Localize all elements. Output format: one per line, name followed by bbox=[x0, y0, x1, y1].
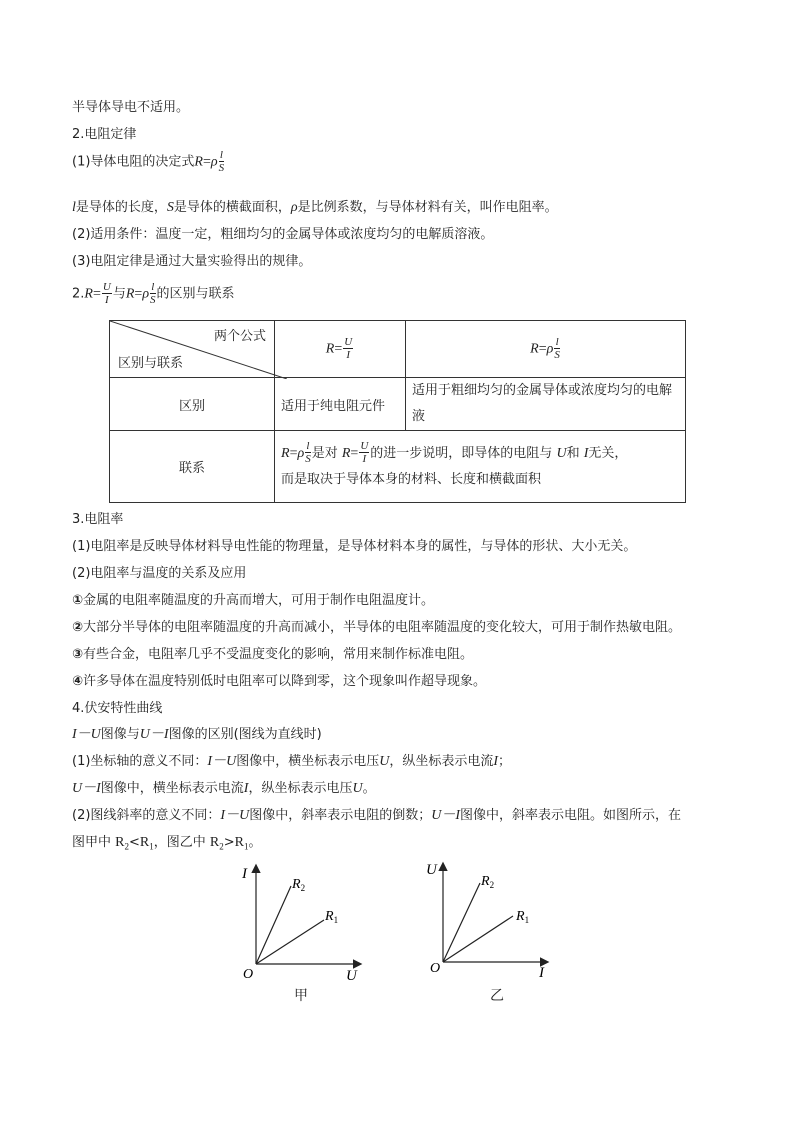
r2-num-u: U bbox=[360, 440, 369, 452]
p2b-j: > bbox=[223, 835, 235, 850]
table-row bbox=[110, 431, 686, 503]
sub-text-2: 图像的区别(图线为直线时) bbox=[168, 727, 322, 742]
h2-den: S bbox=[554, 349, 560, 361]
cmp-and: 与 bbox=[112, 286, 126, 302]
p1b-b: 图像中，横坐标表示电流 bbox=[100, 781, 244, 796]
graph-yi bbox=[420, 856, 560, 985]
p2b-a: 图甲中 bbox=[72, 835, 116, 850]
iu-ui-subheading bbox=[72, 723, 322, 743]
r2-u: U bbox=[556, 445, 567, 461]
row1-cell-1: 适用于纯电阻元件 bbox=[275, 378, 406, 431]
r2-r: R bbox=[281, 445, 290, 461]
r2-den-i: I bbox=[362, 453, 367, 465]
cmp-den-i: I bbox=[105, 294, 109, 306]
cmp-r2: R bbox=[125, 286, 135, 302]
p2b-h: R bbox=[209, 835, 220, 850]
p2-c: 图像中，斜率表示电阻的倒数； bbox=[249, 808, 432, 823]
p1b-d: ，纵坐标表示电压 bbox=[248, 781, 353, 796]
r2-t4: 无关， bbox=[588, 445, 628, 461]
x-axis-label: U bbox=[346, 968, 357, 983]
item-mark: ① bbox=[72, 593, 84, 608]
p2b-g: ，图乙中 bbox=[153, 835, 210, 850]
graph-yi-svg bbox=[420, 856, 560, 981]
slope-meaning-line-1 bbox=[72, 804, 681, 824]
list-item bbox=[72, 589, 434, 608]
r2-t1: 是对 bbox=[311, 445, 338, 461]
cmp-rho: ρ bbox=[142, 286, 150, 302]
cmp-num-l: l bbox=[151, 281, 155, 293]
p2b-l: 1 bbox=[243, 841, 249, 852]
header-formula-2 bbox=[406, 321, 686, 378]
r2-t3: 和 bbox=[566, 445, 580, 461]
sub-text-1: 图像与 bbox=[100, 727, 140, 742]
h2-num: l bbox=[555, 336, 559, 348]
caption-yi: 乙 bbox=[490, 988, 504, 1004]
p2-d: U－I bbox=[431, 808, 460, 823]
graph-jia-svg bbox=[236, 858, 376, 983]
y-axis-label: I bbox=[242, 866, 247, 882]
p1b-a: U－I bbox=[72, 781, 101, 796]
p1-b: I－U bbox=[207, 754, 237, 769]
formula-rho: ρ bbox=[210, 154, 218, 170]
p2b-k: R bbox=[234, 835, 244, 850]
cmp-eq1: = bbox=[92, 286, 101, 302]
row2-line-2: 而是取决于导体本身的材料、长度和横截面积 bbox=[281, 471, 542, 487]
p2-a: (2)图线斜率的意义不同： bbox=[72, 808, 221, 823]
comparison-prefix: 2. bbox=[72, 286, 85, 302]
item-text: 大部分半导体的电阻率随温度的升高而减小，半导体的电阻率随温度的变化较大，可用于制作热敏电阻。 bbox=[83, 620, 682, 635]
h1-fraction bbox=[343, 337, 353, 361]
formula-description bbox=[72, 196, 558, 216]
item-text: 金属的电阻率随温度的升高而增大，可用于制作电阻温度计。 bbox=[83, 593, 435, 608]
h1-eq: = bbox=[334, 341, 343, 357]
row1-cell-2: 适用于粗细均匀的金属导体或浓度均匀的电解液 bbox=[406, 378, 686, 431]
row2-cell bbox=[275, 431, 686, 503]
r2-frac-ls bbox=[305, 441, 311, 465]
h1-den: I bbox=[346, 349, 351, 361]
p2b-i: 2 bbox=[219, 841, 224, 852]
axis-meaning-line-1 bbox=[72, 750, 511, 770]
h1-r: R bbox=[325, 341, 335, 357]
desc-part-2: 是导体的横截面积， bbox=[173, 200, 291, 215]
h2-fraction bbox=[554, 337, 560, 361]
cmp-r1: R bbox=[84, 286, 93, 302]
list-item bbox=[72, 643, 473, 662]
desc-part-3: 是比例系数，与导体材料有关，叫作电阻率。 bbox=[297, 200, 558, 215]
formula-eq: = bbox=[202, 154, 211, 170]
row2-line-1 bbox=[281, 441, 679, 467]
row-label-relation: 联系 bbox=[110, 431, 275, 503]
item-text: 许多导体在温度特别低时电阻率可以降到零，这个现象叫作超导现象。 bbox=[83, 674, 487, 689]
h2-r: R bbox=[530, 341, 539, 357]
r2-eq2: = bbox=[350, 445, 359, 461]
r2-eq: = bbox=[289, 445, 298, 461]
table-row bbox=[110, 378, 686, 431]
r2-num-l: l bbox=[306, 440, 310, 452]
table-header-row bbox=[110, 321, 686, 378]
h1-num: U bbox=[344, 336, 353, 348]
cmp-fraction-ls bbox=[150, 282, 156, 306]
p1-g: ； bbox=[498, 754, 512, 769]
p1-e: ，纵坐标表示电流 bbox=[389, 754, 494, 769]
var-rho: ρ bbox=[290, 200, 298, 215]
origin-label: O bbox=[430, 961, 441, 976]
list-item bbox=[72, 670, 486, 689]
x-axis-label: I bbox=[539, 965, 544, 981]
p1b-c: I bbox=[243, 781, 249, 796]
r2-t2: 的进一步说明，即导体的电阻与 bbox=[370, 445, 553, 461]
formula-fraction bbox=[219, 150, 225, 174]
desc-part-1: 是导体的长度， bbox=[75, 200, 167, 215]
row-label-difference: 区别 bbox=[110, 378, 275, 431]
resistivity-definition: (1)电阻率是反映导体材料导电性能的物理量，是导体材料本身的属性，与导体的形状、大小无关。 bbox=[72, 539, 637, 554]
cmp-suffix: 的区别与联系 bbox=[156, 286, 235, 302]
origin-label: O bbox=[243, 967, 254, 982]
p2b-c: 2 bbox=[124, 841, 129, 852]
cmp-den-s: S bbox=[150, 294, 156, 306]
p1-d: U bbox=[379, 754, 390, 769]
table-diagonal-header bbox=[110, 321, 275, 378]
applicable-conditions: (2)适用条件：温度一定，粗细均匀的金属导体或浓度均匀的电解质溶液。 bbox=[72, 227, 494, 242]
graph-jia bbox=[236, 858, 376, 987]
p1b-f: 。 bbox=[362, 781, 376, 796]
caption-jia: 甲 bbox=[294, 988, 308, 1004]
section-2-heading: 2.电阻定律 bbox=[72, 127, 137, 142]
y-axis-label: U bbox=[426, 862, 437, 878]
formula-label: (1)导体电阻的决定式 bbox=[72, 154, 195, 170]
r2-label: $R_2$ bbox=[481, 874, 495, 890]
item-mark: ② bbox=[72, 620, 84, 635]
p2b-m: 。 bbox=[248, 835, 262, 850]
sub-ui: U－I bbox=[139, 727, 169, 742]
p1-a: (1)坐标轴的意义不同： bbox=[72, 754, 208, 769]
slope-meaning-line-2 bbox=[72, 831, 261, 852]
p2b-f: 1 bbox=[149, 841, 154, 852]
formula-r: R bbox=[194, 154, 203, 170]
sub-iu: I－U bbox=[72, 727, 101, 742]
cmp-eq2: = bbox=[134, 286, 143, 302]
item-mark: ④ bbox=[72, 674, 84, 689]
var-s: S bbox=[166, 200, 174, 215]
formula-num: l bbox=[219, 149, 223, 161]
p2-e: 图像中，斜率表示电阻。如图所示，在 bbox=[460, 808, 682, 823]
comparison-table bbox=[109, 320, 686, 503]
r2-r2: R bbox=[341, 445, 351, 461]
h2-rho: ρ bbox=[546, 341, 554, 357]
h2-eq: = bbox=[538, 341, 547, 357]
r2-frac-ui bbox=[359, 441, 369, 465]
item-text: 有些合金，电阻率几乎不受温度变化的影响，常用来制作标准电阻。 bbox=[83, 647, 474, 662]
r2-label: $R_2$ bbox=[292, 877, 306, 893]
section-3-heading: 3.电阻率 bbox=[72, 512, 124, 527]
p1-c: 图像中，横坐标表示电压 bbox=[236, 754, 380, 769]
experiment-note: (3)电阻定律是通过大量实验得出的规律。 bbox=[72, 254, 312, 269]
p2-b: I－U bbox=[220, 808, 250, 823]
cmp-num-u: U bbox=[102, 281, 111, 293]
resistance-formula-line bbox=[72, 150, 225, 174]
header-formula-1 bbox=[275, 321, 406, 378]
resistivity-temperature: (2)电阻率与温度的关系及应用 bbox=[72, 566, 247, 581]
comparison-heading bbox=[72, 282, 235, 306]
header-formulas: 两个公式 bbox=[213, 329, 266, 344]
p2b-b: R bbox=[115, 835, 125, 850]
list-item bbox=[72, 616, 681, 635]
r2-rho: ρ bbox=[297, 445, 305, 461]
var-l: l bbox=[72, 200, 76, 215]
r2-i: I bbox=[583, 445, 589, 461]
p2b-e: R bbox=[139, 835, 150, 850]
r1-label: $R_1$ bbox=[516, 909, 530, 925]
r1-label: $R_1$ bbox=[325, 909, 339, 925]
r2-den-s: S bbox=[305, 453, 311, 465]
intro-text: 半导体导电不适用。 bbox=[72, 100, 190, 115]
p1b-e: U bbox=[352, 781, 363, 796]
p2b-d: < bbox=[128, 835, 140, 850]
section-4-heading: 4.伏安特性曲线 bbox=[72, 701, 163, 716]
header-diff-relation: 区别与联系 bbox=[118, 356, 184, 371]
p1-f: I bbox=[493, 754, 499, 769]
item-mark: ③ bbox=[72, 647, 84, 662]
cmp-fraction-ui bbox=[102, 282, 112, 306]
formula-den: S bbox=[218, 162, 225, 174]
axis-meaning-line-2 bbox=[72, 777, 376, 797]
